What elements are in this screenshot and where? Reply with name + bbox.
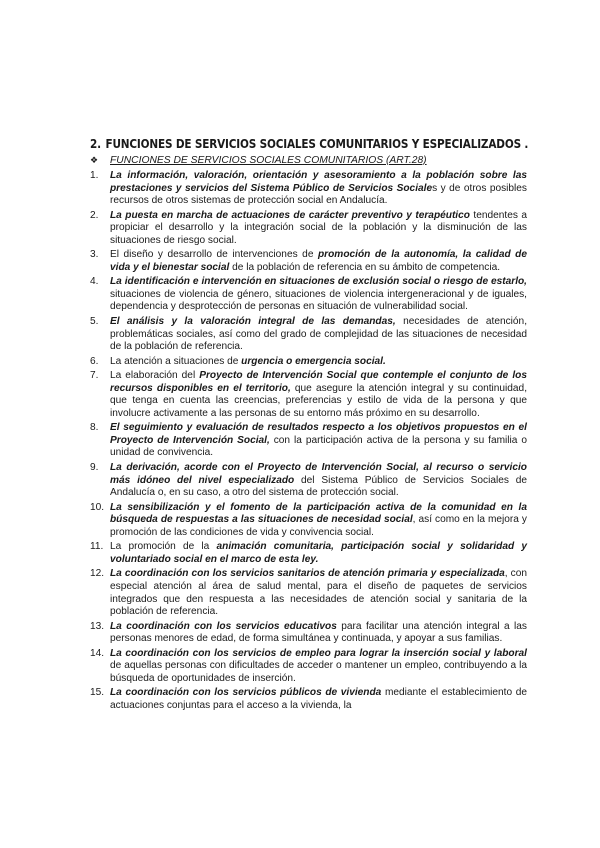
emphasized-text: La identificación e intervención en situaciones de exclusión social o riesgo de estarlo,: [110, 276, 527, 288]
emphasized-text: La coordinación con los servicios sanitarios de atención primaria y especializada: [110, 568, 505, 580]
list-item-number: 3.: [90, 249, 99, 261]
list-item-number: 7.: [90, 370, 99, 382]
list-item-number: 2.: [90, 209, 99, 221]
list-item: [90, 422, 527, 460]
subsection-heading: [90, 155, 530, 166]
emphasized-text: La puesta en marcha de actuaciones de carácter preventivo y terapéutico: [110, 209, 470, 221]
emphasized-text: La información, valoración, orientación y asesoramiento a la población sobre las prestaciones y servicios del Sistema Público de Servicios Sociale: [110, 170, 527, 194]
list-item: [90, 249, 527, 274]
emphasized-text: animación comunitaria, participación social y solidaridad y voluntariado social en el marco de esta ley.: [110, 541, 527, 565]
list-item: [90, 568, 527, 618]
list-item: [90, 621, 527, 646]
body-text: necesidades de atención, problemáticas sociales, así como del grado de complejidad de las situaciones de necesidad de la población de referencia.: [110, 316, 528, 353]
section-number: 2.: [90, 137, 101, 151]
body-text: s y de otros posibles recursos de otros sistemas de protección social en Andalucía.: [110, 182, 527, 207]
list-item-number: 11.: [90, 541, 104, 553]
body-text: mediante el establecimiento de actuaciones conjuntas para el acceso a la vivienda, la: [110, 687, 527, 711]
list-item: [90, 356, 527, 369]
body-text: , así como en la mejora y promoción de las condiciones de vida y convivencia social.: [110, 514, 527, 538]
body-text: La promoción de la: [110, 541, 217, 553]
list-item-number: 5.: [90, 316, 99, 328]
list-item-number: 15.: [90, 687, 105, 699]
emphasized-text: urgencia o emergencia social.: [241, 355, 386, 367]
emphasized-text: La coordinación con los servicios de empleo para lograr la inserción social y laboral: [110, 647, 527, 659]
list-item-number: 8.: [90, 422, 99, 434]
body-text: La atención a situaciones de: [110, 355, 242, 367]
list-item-number: 1.: [90, 170, 99, 181]
body-text: El diseño y desarrollo de intervenciones de: [110, 249, 318, 261]
body-text: del Sistema Público de Servicios Sociales de Andalucía o, en su caso, a otro del sistema de protección social.: [110, 474, 528, 499]
list-item: [90, 541, 527, 566]
list-item-number: 12.: [90, 568, 105, 580]
list-item: [90, 462, 527, 500]
body-text: La elaboración del: [110, 370, 200, 382]
list-item: [90, 370, 527, 420]
emphasized-text: La coordinación con los servicios públicos de vivienda: [110, 687, 382, 699]
list-item-number: 14.: [90, 647, 105, 659]
section-title: FUNCIONES DE SERVICIOS SOCIALES COMUNITARIOS Y ESPECIALIZADOS .: [105, 137, 529, 151]
section-heading: [90, 137, 529, 151]
list-item-number: 13.: [90, 620, 105, 632]
emphasized-text: La sensibilización y el fomento de la participación activa de la comunidad en la búsqueda de respuestas a las situaciones de necesidad social: [110, 501, 527, 526]
functions-list: [90, 170, 527, 714]
subsection-title: FUNCIONES DE SERVICIOS SOCIALES COMUNITARIOS (ART.28): [110, 155, 427, 166]
list-item-number: 9.: [90, 462, 99, 474]
list-item: [90, 502, 527, 540]
body-text: de aquellas personas con dificultades de acceder o mantener un empleo, contribuyendo a la búsqueda de oportunidades de inserción.: [110, 660, 527, 684]
emphasized-text: Proyecto de Intervención Social que contemple el conjunto de los recursos disponibles en el territorio,: [110, 370, 527, 394]
body-text: , con especial atención al área de salud mental, para el diseño de paquetes de servicios integrados que den respuesta a las necesidades de atención social y sanitaria de la población de referencia.: [110, 568, 527, 618]
body-text: con la participación activa de la persona y su familia o unidad de convivencia.: [110, 434, 527, 459]
body-text: que asegure la atención integral y su continuidad, que tenga en cuenta las creencias, preferencias y estilo de vida de la persona y que involucre activamente a las personas de su entorno más próximo en su desarrollo.: [110, 382, 528, 419]
body-text: tendentes a propiciar el desarrollo y la integración social de la población y la disminución de las situaciones de riesgo social.: [110, 209, 527, 246]
list-item: [90, 648, 527, 686]
list-item-number: 10.: [90, 501, 105, 513]
emphasized-text: El seguimiento y evaluación de resultados respecto a los objetivos propuestos en el Proyecto de Intervención Social,: [110, 422, 527, 446]
body-text: para facilitar una atención integral a las personas menores de edad, de forma simultánea y continuada, y apoyar a sus familias.: [110, 620, 527, 645]
list-item-number: 4.: [90, 276, 99, 288]
list-item: [90, 170, 527, 208]
emphasized-text: La coordinación con los servicios educativos: [110, 620, 337, 632]
body-text: de la población de referencia en su ámbito de competencia.: [229, 261, 501, 273]
list-item: [90, 210, 527, 248]
body-text: situaciones de violencia de género, situaciones de violencia intergeneracional y de iguales, dependencia y desprotección de personas en situación de vulnerabilidad social.: [110, 288, 527, 313]
emphasized-text: La derivación, acorde con el Proyecto de Intervención Social, al recurso o servicio más idóneo del nivel especializado: [110, 462, 527, 486]
list-item: [90, 316, 527, 354]
diamond-bullet-icon: ❖: [90, 155, 99, 165]
list-item-number: 6.: [90, 355, 99, 367]
list-item: [90, 276, 527, 314]
emphasized-text: El análisis y la valoración integral de las demandas,: [110, 316, 396, 328]
emphasized-text: promoción de la autonomía, la calidad de vida y el bienestar social: [110, 249, 527, 273]
list-item: [90, 687, 527, 712]
